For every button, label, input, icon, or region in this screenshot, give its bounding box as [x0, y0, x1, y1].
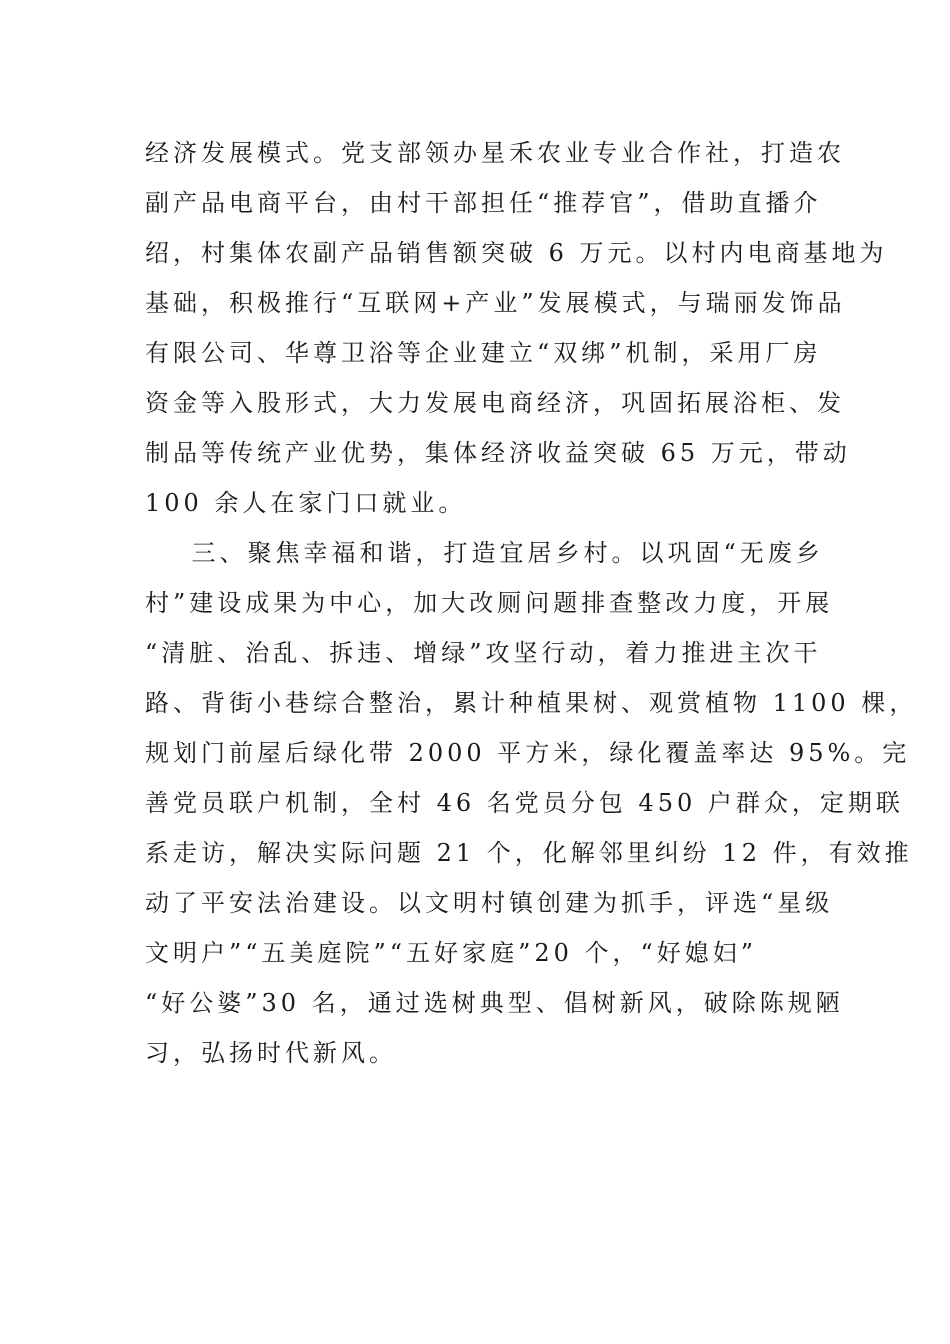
text-line: 制品等传统产业优势，集体经济收益突破 65 万元，带动: [145, 439, 851, 467]
text-line: 善党员联户机制，全村 46 名党员分包 450 户群众，定期联: [145, 789, 904, 817]
text-line: 绍，村集体农副产品销售额突破 6 万元。以村内电商基地为: [145, 239, 888, 267]
text-line: 规划门前屋后绿化带 2000 平方米，绿化覆盖率达 95%。完: [145, 739, 911, 767]
text-line: 100 余人在家门口就业。: [145, 489, 467, 517]
text-line: 村”建设成果为中心，加大改厕问题排查整改力度，开展: [145, 589, 834, 617]
text-line: 三、聚焦幸福和谐，打造宜居乡村。以巩固“无废乡: [145, 539, 824, 567]
text-line: 习，弘扬时代新风。: [145, 1039, 397, 1067]
paragraph-livable-village: [145, 528, 918, 1078]
text-line: 文明户”“五美庭院”“五好家庭”20 个，“好媳妇”: [145, 939, 758, 967]
paragraph-economy: [145, 128, 888, 528]
text-line: 副产品电商平台，由村干部担任“推荐官”，借助直播介: [145, 189, 822, 217]
document-body: [145, 128, 918, 1078]
text-line: 经济发展模式。党支部领办星禾农业专业合作社，打造农: [145, 139, 845, 167]
text-line: 有限公司、华尊卫浴等企业建立“双绑”机制，采用厂房: [145, 339, 822, 367]
text-line: “清脏、治乱、拆违、增绿”攻坚行动，着力推进主次干: [145, 639, 822, 667]
text-line: 系走访，解决实际问题 21 个，化解邻里纠纷 12 件，有效推: [145, 839, 913, 867]
text-line: 资金等入股形式，大力发展电商经济，巩固拓展浴柜、发: [145, 389, 845, 417]
text-line: “好公婆”30 名，通过选树典型、倡树新风，破除陈规陋: [145, 989, 844, 1017]
text-line: 动了平安法治建设。以文明村镇创建为抓手，评选“星级: [145, 889, 834, 917]
text-line: 路、背街小巷综合整治，累计种植果树、观赏植物 1100 棵，: [145, 689, 918, 717]
text-line: 基础，积极推行“互联网+产业”发展模式，与瑞丽发饰品: [145, 289, 846, 317]
